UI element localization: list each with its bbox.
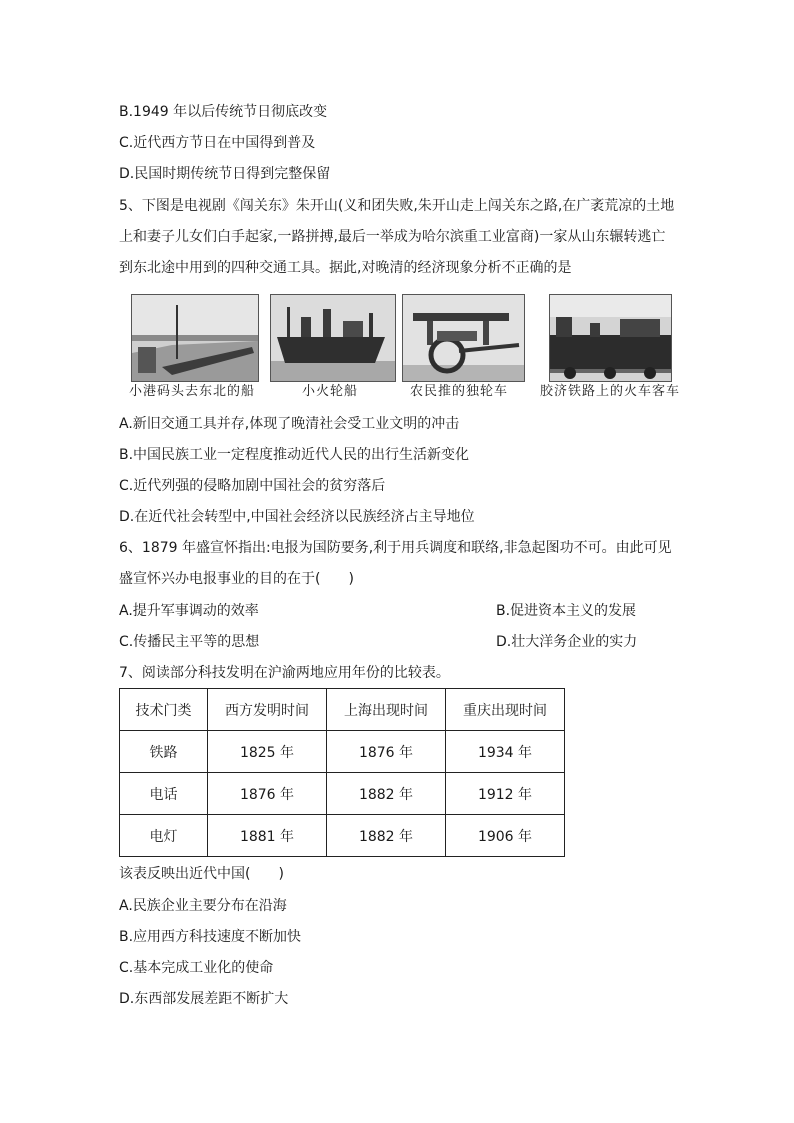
q5-option-a: A.新旧交通工具并存,体现了晚清社会受工业文明的冲击 <box>119 416 460 432</box>
q5-stem-line3: 到东北途中用到的四种交通工具。据此,对晚清的经济现象分析不正确的是 <box>119 260 572 276</box>
q6-option-b: B.促进资本主义的发展 <box>496 603 637 619</box>
table-header-row <box>120 689 565 731</box>
table-header-cell: 技术门类 <box>120 689 208 731</box>
table-row <box>120 815 565 857</box>
table-cell: 1876 年 <box>327 731 446 773</box>
photo-train-carriage <box>549 294 672 382</box>
photo-wheelbarrow <box>402 294 525 382</box>
table-cell: 1934 年 <box>446 731 565 773</box>
table-cell: 1882 年 <box>327 815 446 857</box>
q4-option-c: C.近代西方节日在中国得到普及 <box>119 135 316 151</box>
table-cell: 1825 年 <box>208 731 327 773</box>
table-header-cell: 上海出现时间 <box>327 689 446 731</box>
table-cell: 1882 年 <box>327 773 446 815</box>
table-row <box>120 773 565 815</box>
comparison-table <box>119 688 565 857</box>
caption-train-carriage: 胶济铁路上的火车客车 <box>540 384 681 399</box>
table-cell: 1912 年 <box>446 773 565 815</box>
q5-stem-line2: 上和妻子儿女们白手起家,一路拼搏,最后一举成为哈尔滨重工业富商)一家从山东辗转逃亡 <box>119 229 666 245</box>
q7-stem: 7、阅读部分科技发明在沪渝两地应用年份的比较表。 <box>119 665 450 681</box>
table-cell: 1876 年 <box>208 773 327 815</box>
q5-stem-line1: 5、下图是电视剧《闯关东》朱开山(义和团失败,朱开山走上闯关东之路,在广袤荒凉的土地 <box>119 198 675 214</box>
q5-option-d: D.在近代社会转型中,中国社会经济以民族经济占主导地位 <box>119 509 475 525</box>
table-cell: 电灯 <box>120 815 208 857</box>
q7-option-c: C.基本完成工业化的使命 <box>119 960 274 976</box>
table-row <box>120 731 565 773</box>
q6-option-c: C.传播民主平等的思想 <box>119 634 260 650</box>
q4-option-b: B.1949 年以后传统节日彻底改变 <box>119 104 328 120</box>
q6-option-d: D.壮大洋务企业的实力 <box>496 634 638 650</box>
q5-option-b: B.中国民族工业一定程度推动近代人民的出行生活新变化 <box>119 447 470 463</box>
table-cell: 1881 年 <box>208 815 327 857</box>
q4-option-d: D.民国时期传统节日得到完整保留 <box>119 166 331 182</box>
table-cell: 1906 年 <box>446 815 565 857</box>
q7-option-a: A.民族企业主要分布在沿海 <box>119 898 287 914</box>
q7-after-table: 该表反映出近代中国( ) <box>119 866 284 882</box>
q6-stem-line2: 盛宣怀兴办电报事业的目的在于( ) <box>119 571 354 587</box>
table-header-cell: 西方发明时间 <box>208 689 327 731</box>
caption-wheelbarrow: 农民推的独轮车 <box>410 384 509 399</box>
q6-option-a: A.提升军事调动的效率 <box>119 603 259 619</box>
photo-steamship <box>270 294 396 382</box>
table-cell: 电话 <box>120 773 208 815</box>
table-cell: 铁路 <box>120 731 208 773</box>
q7-option-b: B.应用西方科技速度不断加快 <box>119 929 302 945</box>
q5-option-c: C.近代列强的侵略加剧中国社会的贫穷落后 <box>119 478 386 494</box>
table-header-cell: 重庆出现时间 <box>446 689 565 731</box>
caption-harbor-boat: 小港码头去东北的船 <box>129 384 256 399</box>
q6-stem-line1: 6、1879 年盛宣怀指出:电报为国防要务,利于用兵调度和联络,非急起图功不可。由此可见 <box>119 540 672 556</box>
photo-harbor-boat <box>131 294 259 382</box>
q7-option-d: D.东西部发展差距不断扩大 <box>119 991 289 1007</box>
caption-steamship: 小火轮船 <box>302 384 359 399</box>
